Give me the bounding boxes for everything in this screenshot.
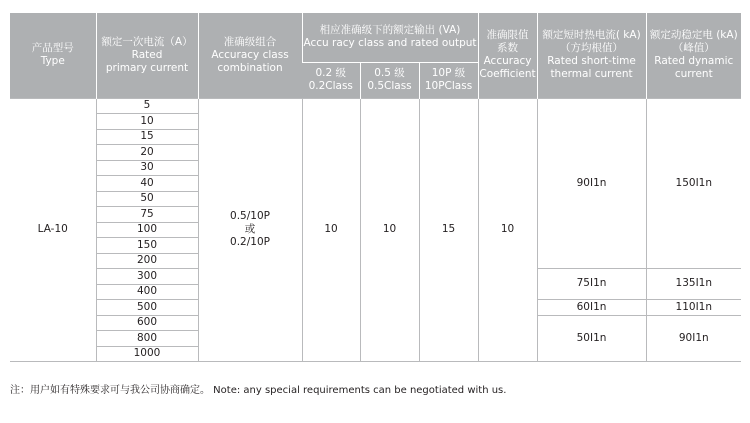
header-accuracy-limit-factor: 准确限值 系数 Accuracy Coefficient — [478, 13, 537, 98]
table-header — [10, 13, 741, 98]
cell-thermal: 90I1n — [537, 98, 646, 269]
table-body — [10, 98, 741, 362]
cell-current: 500 — [96, 300, 198, 316]
cell-dynamic: 90I1n — [646, 315, 741, 362]
cell-current: 75 — [96, 207, 198, 223]
header-class-0-5: 0.5 级 0.5Class — [360, 62, 419, 98]
cell-output-0-2: 10 — [302, 98, 360, 362]
cell-current: 100 — [96, 222, 198, 238]
cell-current: 300 — [96, 269, 198, 285]
cell-output-0-5: 10 — [360, 98, 419, 362]
specification-table — [10, 13, 741, 362]
cell-thermal: 75I1n — [537, 269, 646, 300]
table-row — [10, 98, 741, 114]
header-dynamic-current: 额定动稳定电 (kA) （峰值） Rated dynamic current — [646, 13, 741, 98]
cell-current: 400 — [96, 284, 198, 300]
cell-dynamic: 150I1n — [646, 98, 741, 269]
header-accuracy-combination: 准确级组合 Accuracy class combination — [198, 13, 302, 98]
header-rated-output-group: 相应准确级下的额定输出 (VA) Accu racy class and rated output — [302, 13, 478, 62]
cell-current: 150 — [96, 238, 198, 254]
cell-current: 50 — [96, 191, 198, 207]
header-rated-primary-current: 额定一次电流（A） Rated primary current — [96, 13, 198, 98]
cell-accuracy-combination: 0.5/10P 或 0.2/10P — [198, 98, 302, 362]
cell-current: 20 — [96, 145, 198, 161]
cell-dynamic: 135I1n — [646, 269, 741, 300]
cell-thermal: 50I1n — [537, 315, 646, 362]
cell-current: 600 — [96, 315, 198, 331]
cell-current: 200 — [96, 253, 198, 269]
cell-current: 10 — [96, 114, 198, 130]
cell-current: 800 — [96, 331, 198, 347]
header-class-10p: 10P 级 10PClass — [419, 62, 478, 98]
cell-type: LA-10 — [10, 98, 96, 362]
footnote: 注：用户如有特殊要求可与我公司协商确定。 Note: any special requirements can be negotiated with us. — [10, 385, 507, 396]
header-class-0-2: 0.2 级 0.2Class — [302, 62, 360, 98]
cell-thermal: 60I1n — [537, 300, 646, 316]
cell-current: 40 — [96, 176, 198, 192]
cell-current: 15 — [96, 129, 198, 145]
header-short-time-thermal-current: 额定短时热电流( kA) （方均根值） Rated short-time thermal current — [537, 13, 646, 98]
cell-current: 1000 — [96, 346, 198, 362]
cell-current: 5 — [96, 98, 198, 114]
cell-accuracy-limit: 10 — [478, 98, 537, 362]
cell-output-10p: 15 — [419, 98, 478, 362]
header-type: 产品型号 Type — [10, 13, 96, 98]
cell-current: 30 — [96, 160, 198, 176]
cell-dynamic: 110I1n — [646, 300, 741, 316]
